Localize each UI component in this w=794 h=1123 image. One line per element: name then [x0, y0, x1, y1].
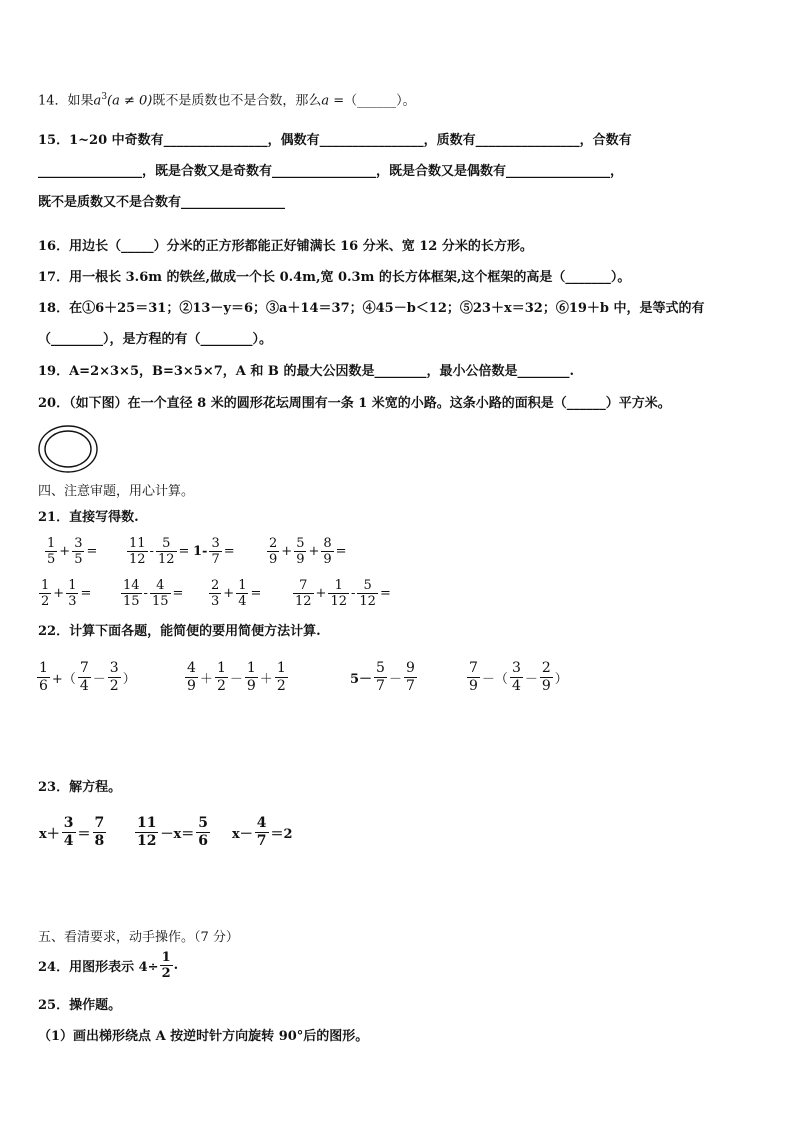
fraction: $\frac{5}{6}$: [198, 815, 208, 849]
q21-r2-e4: $\frac{7}{12}$ + $\frac{1}{12}$ - $\frac{5}{12}$ =: [295, 578, 391, 609]
q22-e2: $\frac{4}{9}$ ＋ $\frac{1}{2}$ － $\frac{1}{9}$ ＋ $\frac{1}{2}$: [187, 660, 286, 694]
fraction: $\frac{7}{12}$: [295, 578, 312, 609]
q22-e1: $\frac{1}{6}$ +（ $\frac{7}{4}$ － $\frac{3}{2}$ ）: [39, 660, 136, 694]
q23-e2: $\frac{11}{12}$ －x＝ $\frac{5}{6}$: [137, 815, 208, 849]
fraction: $\frac{3}{4}$: [63, 815, 74, 849]
fraction: $\frac{7}{8}$: [94, 815, 105, 849]
question-21-title: 21．直接写得数.: [38, 510, 139, 525]
question-20: 20．（如下图）在一个直径 8 米的圆形花坛周围有一条 1 米宽的小路。这条小路的面积是（______）平方米。: [38, 396, 671, 411]
question-25: 25．操作题。: [38, 998, 122, 1013]
fraction: $\frac{1}{2}$: [216, 660, 226, 694]
fraction: $\frac{1}{9}$: [246, 660, 256, 694]
inner-circle: [45, 431, 91, 467]
question-19: 19．A=2×3×5，B=3×5×7，A 和 B 的最大公因数是________，最小公倍数是________.: [38, 364, 574, 379]
fraction: $\frac{3}{5}$: [74, 536, 83, 567]
fraction: $\frac{1}{12}$: [330, 578, 347, 609]
fraction: $\frac{2}{9}$: [541, 660, 551, 694]
question-18-line2: （________），是方程的有（________）。: [38, 332, 273, 347]
fraction: $\frac{1}{5}$: [47, 536, 56, 567]
fraction: $\frac{5}{12}$: [359, 578, 376, 609]
fraction: $\frac{5}{7}$: [376, 660, 385, 694]
fraction: $\frac{14}{15}$: [123, 578, 140, 609]
question-24: 24．用图形表示 4÷ $\frac{1}{2}$ .: [38, 950, 179, 981]
section-4-heading: 四、注意审题，用心计算。: [38, 484, 195, 499]
fraction: $\frac{1}{3}$: [68, 578, 77, 609]
fraction: $\frac{3}{4}$: [511, 660, 521, 694]
question-15-line2: ________________，既是合数又是奇数有________________，既是合数又是偶数有________________，: [38, 164, 624, 179]
q21-r2-e1: $\frac{1}{2}$ + $\frac{1}{3}$ =: [41, 578, 92, 609]
fraction: $\frac{1}{6}$: [39, 660, 48, 694]
fraction: $\frac{1}{2}$: [276, 660, 286, 694]
fraction: $\frac{3}{7}$: [211, 536, 220, 567]
question-18-line1: 18．在①6＋25＝31；②13－y＝6；③a＋14＝37；④45－b＜12；⑤23＋x＝32；⑥19＋b 中，是等式的有: [38, 301, 705, 316]
q22-e4: $\frac{7}{9}$ －（ $\frac{3}{4}$ － $\frac{2}{9}$ ）: [469, 660, 568, 694]
q21-r2-e3: $\frac{2}{3}$ + $\frac{1}{4}$ =: [211, 578, 262, 609]
question-22-title: 22．计算下面各题，能简便的要用简便方法计算.: [38, 624, 321, 639]
question-17: 17．用一根长 3.6m 的铁丝,做成一个长 0.4m,宽 0.3m 的长方体框架,这个框架的高是（_______）。: [38, 270, 631, 285]
q21-r1-e4: $\frac{2}{9}$ + $\frac{5}{9}$ + $\frac{8}{9}$ =: [269, 536, 347, 567]
fraction: $\frac{4}{7}$: [256, 815, 267, 849]
q21-r1-e2: $\frac{11}{12}$ - $\frac{5}{12}$ =: [129, 536, 190, 567]
fraction: $\frac{11}{12}$: [137, 815, 157, 849]
q23-e3: x－ $\frac{4}{7}$ ＝2: [232, 815, 293, 849]
q22-e3: 5－ $\frac{5}{7}$ － $\frac{9}{7}$: [350, 660, 415, 694]
fraction: $\frac{2}{3}$: [211, 578, 220, 609]
fraction: $\frac{1}{2}$: [41, 578, 50, 609]
fraction: $\frac{1}{4}$: [238, 578, 247, 609]
section-5-heading: 五、看清要求，动手操作。（7 分）: [38, 930, 239, 945]
q23-e1: x＋ $\frac{3}{4}$ ＝ $\frac{7}{8}$: [39, 815, 105, 849]
ring-figure: [37, 424, 99, 474]
q21-r1-e3: 1- $\frac{3}{7}$ =: [193, 536, 235, 567]
q21-r1-e1: $\frac{1}{5}$ + $\frac{3}{5}$ =: [47, 536, 98, 567]
fraction: $\frac{3}{2}$: [109, 660, 119, 694]
question-23-title: 23．解方程。: [38, 780, 122, 795]
fraction: $\frac{4}{15}$: [151, 578, 169, 609]
fraction: $\frac{2}{9}$: [269, 536, 278, 567]
fraction: $\frac{5}{9}$: [296, 536, 305, 567]
q21-r2-e2: $\frac{14}{15}$ - $\frac{4}{15}$ =: [123, 578, 184, 609]
outer-circle: [39, 426, 97, 472]
fraction: $\frac{4}{9}$: [187, 660, 196, 694]
question-15-line1: 15．1~20 中奇数有________________，偶数有________________，质数有________________，合数有: [38, 133, 632, 148]
fraction: $\frac{9}{7}$: [405, 660, 415, 694]
question-25-1: （1）画出梯形绕点 A 按逆时针方向旋转 90°后的图形。: [38, 1029, 369, 1044]
question-16: 16．用边长（_____）分米的正方形都能正好铺满长 16 分米、宽 12 分米的长方形。: [38, 239, 533, 254]
fraction: $\frac{7}{9}$: [469, 660, 478, 694]
fraction: $\frac{5}{12}$: [157, 536, 175, 567]
question-15-line3: 既不是质数又不是合数有________________: [38, 195, 286, 210]
fraction: $\frac{1}{2}$: [161, 950, 171, 981]
fraction: $\frac{8}{9}$: [323, 536, 332, 567]
fraction: $\frac{7}{4}$: [79, 660, 89, 694]
question-14: 14．如果$a^3(a \ne 0)$既不是质数也不是合数，那么a =（______）。: [38, 92, 416, 109]
fraction: $\frac{11}{12}$: [129, 536, 146, 567]
